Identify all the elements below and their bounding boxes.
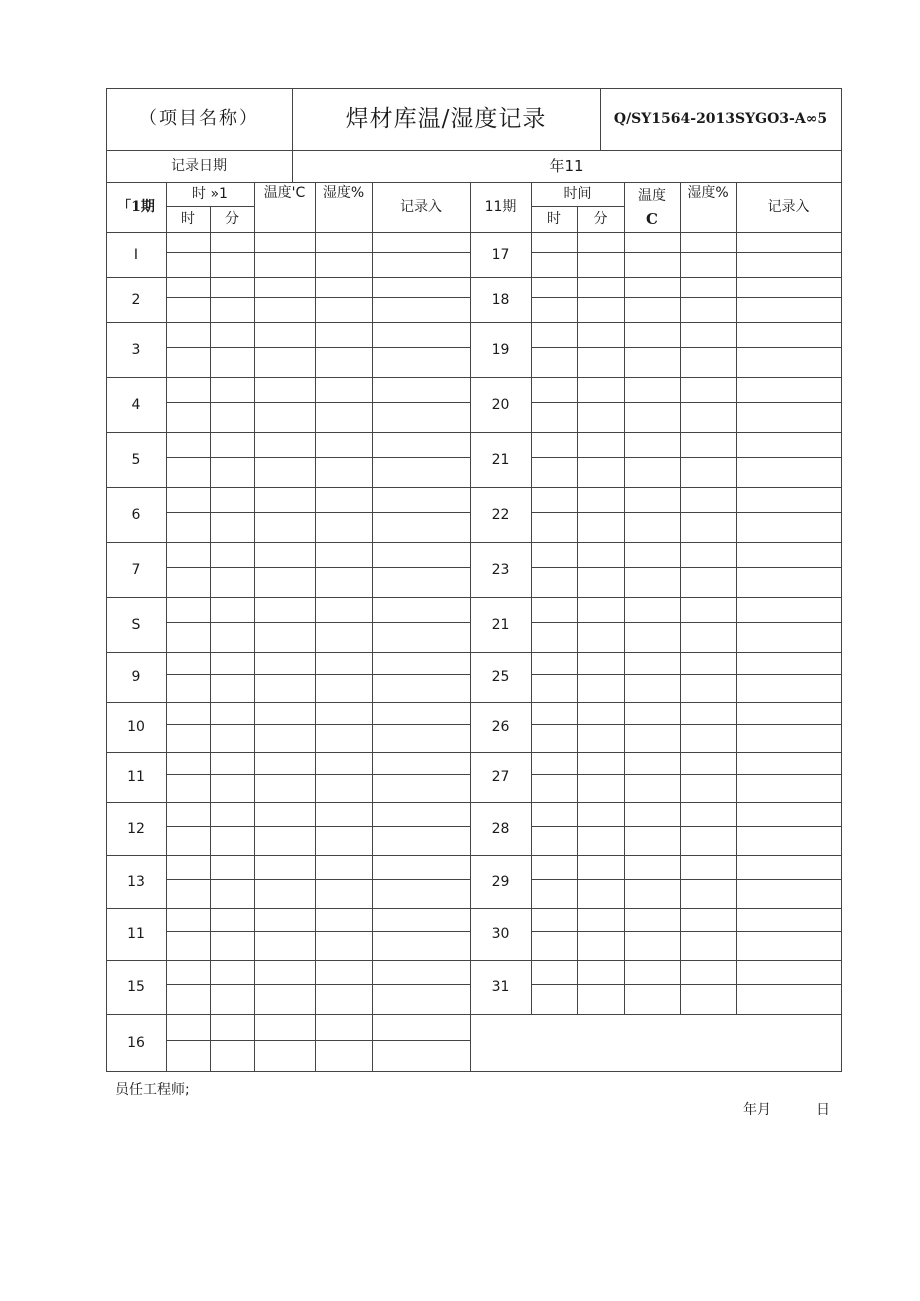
record-date-value: 年11 — [549, 156, 584, 175]
right-day-separator — [470, 597, 842, 598]
left-half-row-line — [166, 674, 471, 675]
right-temp-header-label: 温度 — [638, 188, 666, 204]
right-half-row-line — [531, 826, 842, 827]
left-day-separator — [106, 432, 471, 433]
record-date-label: 记录日期 — [171, 158, 227, 174]
right-day-number: 22 — [491, 506, 510, 523]
left-half-row-line — [166, 622, 471, 623]
right-half-row-line — [531, 402, 842, 403]
left-half-row-line — [166, 567, 471, 568]
right-day-number: 25 — [491, 669, 510, 685]
right-day-number: 21 — [491, 616, 510, 633]
left-column-line — [210, 206, 211, 1071]
left-day-separator — [106, 542, 471, 543]
right-day-separator — [470, 432, 842, 433]
left-day-separator — [106, 487, 471, 488]
left-hour-header: 时 — [181, 211, 195, 227]
left-day-separator — [106, 855, 471, 856]
sign-day: 日 — [816, 1102, 830, 1118]
left-day-number: 13 — [127, 873, 145, 890]
right-column-line — [680, 182, 681, 1014]
right-half-row-line — [531, 252, 842, 253]
right-half-row-line — [531, 724, 842, 725]
left-half-row-line — [166, 774, 471, 775]
right-day-separator — [470, 702, 842, 703]
left-day-number: 15 — [127, 979, 145, 995]
left-day-separator — [106, 802, 471, 803]
left-date-header-text: 「1期 — [117, 199, 155, 215]
left-half-row-line — [166, 1040, 471, 1041]
right-day-number: 21 — [491, 451, 510, 468]
left-half-row-line — [166, 347, 471, 348]
left-humidity-header: 湿度% — [322, 185, 365, 201]
left-day-separator — [106, 908, 471, 909]
right-day-number: 18 — [491, 291, 510, 308]
left-minute-header: 分 — [225, 211, 239, 227]
left-day-separator — [106, 277, 471, 278]
right-column-line — [577, 206, 578, 1014]
left-half-row-line — [166, 931, 471, 932]
right-day-number: 31 — [491, 979, 510, 995]
date-row-bottom — [106, 182, 842, 183]
right-half-row-line — [531, 512, 842, 513]
left-day-number: 12 — [127, 820, 145, 837]
right-half-row-line — [531, 347, 842, 348]
sign-year-month: 年月 — [743, 1102, 771, 1118]
left-column-line — [372, 182, 373, 1071]
right-humidity-header: 湿度% — [687, 185, 729, 201]
left-day-separator — [106, 597, 471, 598]
right-recorder-header: 记录入 — [767, 199, 810, 215]
left-day-number: 5 — [131, 451, 141, 468]
right-day-number: 23 — [491, 561, 510, 578]
right-half-row-line — [531, 984, 842, 985]
right-day-number: 20 — [491, 396, 510, 413]
right-time-header: 时间 — [563, 186, 592, 202]
engineer-label: 员任工程师; — [115, 1082, 190, 1098]
right-day-separator — [470, 652, 842, 653]
left-half-row-line — [166, 457, 471, 458]
right-day-separator — [470, 752, 842, 753]
right-day-separator — [470, 277, 842, 278]
column-header-bottom — [106, 232, 842, 233]
right-day-separator — [470, 487, 842, 488]
left-day-separator — [106, 377, 471, 378]
right-column-line — [531, 182, 532, 1014]
left-day-number: S — [131, 616, 141, 633]
right-day-separator — [470, 322, 842, 323]
right-half-row-line — [531, 457, 842, 458]
left-day-number: 11 — [127, 769, 145, 785]
right-half-row-line — [531, 297, 842, 298]
right-day-separator — [470, 802, 842, 803]
left-day-number: 10 — [127, 719, 145, 735]
left-day-number: 6 — [131, 506, 141, 523]
right-day-number: 17 — [491, 246, 510, 263]
right-day-separator — [470, 542, 842, 543]
left-column-line — [254, 182, 255, 1071]
header-divider-2 — [600, 88, 601, 150]
right-column-line — [736, 182, 737, 1014]
left-column-line — [166, 182, 167, 1071]
right-date-header: 11期 — [484, 199, 517, 215]
right-hour-header: 时 — [547, 211, 561, 227]
left-half-row-line — [166, 512, 471, 513]
document-code: Q/SY1564-2013SYGO3-A∞5 — [613, 111, 828, 127]
left-half-row-line — [166, 826, 471, 827]
right-minute-header: 分 — [593, 211, 608, 227]
frame-top — [106, 88, 842, 89]
right-day-number: 26 — [491, 719, 510, 735]
left-temp-header: 温度'C — [263, 185, 306, 201]
header-bottom — [106, 150, 842, 151]
right-temp-header-unit: C — [646, 209, 658, 228]
right-day-number: 19 — [491, 341, 510, 358]
left-day-separator — [106, 322, 471, 323]
right-day-separator — [470, 960, 842, 961]
right-day-number: 30 — [491, 926, 510, 942]
left-day-separator — [106, 1014, 471, 1015]
frame-right — [841, 88, 842, 1072]
left-time-header: 时 »1 — [192, 186, 228, 202]
right-day-separator — [470, 908, 842, 909]
header-divider-1 — [292, 88, 293, 182]
left-day-separator — [106, 960, 471, 961]
left-half-row-line — [166, 984, 471, 985]
right-half-row-line — [531, 674, 842, 675]
left-day-number: 7 — [131, 561, 141, 578]
right-day-separator — [470, 855, 842, 856]
right-time-subheader-line — [531, 206, 625, 207]
left-day-number: 16 — [127, 1034, 145, 1051]
left-day-number: I — [133, 246, 139, 263]
left-column-line — [315, 182, 316, 1071]
left-half-row-line — [166, 252, 471, 253]
left-day-separator — [106, 752, 471, 753]
right-half-row-line — [531, 622, 842, 623]
project-name: （项目名称） — [139, 108, 259, 129]
left-day-separator — [106, 702, 471, 703]
right-day-number: 27 — [491, 769, 510, 785]
right-half-row-line — [531, 567, 842, 568]
left-day-separator — [106, 652, 471, 653]
right-half-row-line — [531, 879, 842, 880]
left-day-number: 9 — [131, 669, 141, 685]
left-half-row-line — [166, 879, 471, 880]
right-table-bottom — [470, 1014, 842, 1015]
right-half-row-line — [531, 774, 842, 775]
right-day-number: 29 — [491, 873, 510, 890]
left-date-header — [106, 182, 166, 232]
left-day-number: 4 — [131, 396, 141, 413]
left-recorder-header: 记录入 — [400, 199, 442, 215]
center-divider — [470, 182, 471, 1072]
right-column-line — [624, 182, 625, 1014]
left-day-number: 11 — [127, 926, 145, 942]
left-half-row-line — [166, 402, 471, 403]
left-day-number: 3 — [131, 341, 141, 358]
right-day-number: 28 — [491, 820, 510, 837]
left-half-row-line — [166, 297, 471, 298]
left-half-row-line — [166, 724, 471, 725]
right-half-row-line — [531, 931, 842, 932]
page-title: 焊材库温/湿度记录 — [345, 105, 547, 132]
frame-left — [106, 88, 107, 1072]
frame-bottom — [106, 1071, 842, 1072]
left-day-number: 2 — [131, 291, 141, 308]
right-day-separator — [470, 377, 842, 378]
